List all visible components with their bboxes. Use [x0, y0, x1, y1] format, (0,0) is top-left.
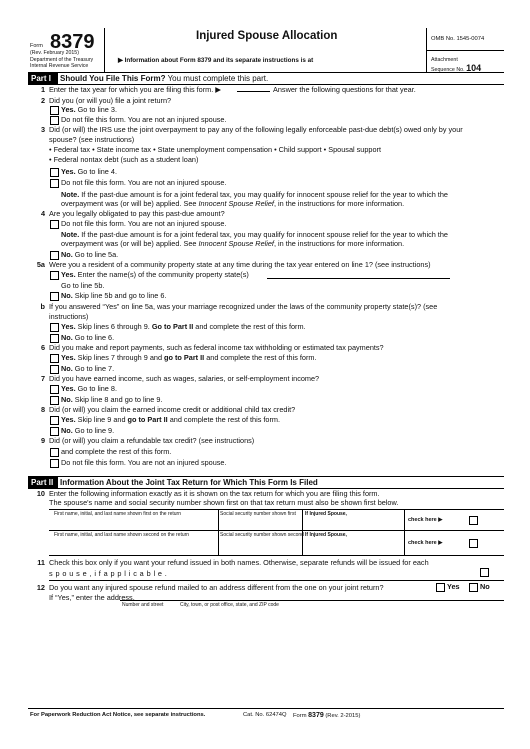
form-word: Form [30, 43, 43, 49]
footer-cat-no: Cat. No. 62474Q [243, 712, 287, 718]
line-6-yes: Yes. Skip lines 7 through 9 and go to Part II and complete the rest of this form. [61, 353, 317, 362]
line-10-text-a: Enter the following information exactly as it is shown on the tax return for which you are filing this form. [49, 489, 380, 498]
footer-notice: For Paperwork Reduction Act Notice, see separate instructions. [30, 712, 206, 718]
line-9-yes-checkbox[interactable] [50, 448, 59, 457]
line-4-text: Are you legally obligated to pay this past-due amount? [49, 209, 225, 218]
line-7-no: No. Skip line 8 and go to line 9. [61, 395, 163, 404]
line-11-number: 11 [37, 558, 45, 567]
address-city-label: City, town, or post office, state, and ZIP code [180, 602, 279, 608]
line-8-no-checkbox[interactable] [50, 427, 59, 436]
line-5a-number: 5a [36, 260, 45, 269]
line-8-no: No. Go to line 9. [61, 426, 115, 435]
irs: Internal Revenue Service [30, 63, 89, 69]
grid-divider-1 [218, 509, 219, 555]
line-12-yes-checkbox[interactable] [436, 583, 445, 592]
line-7-yes-checkbox[interactable] [50, 385, 59, 394]
line-3-text-a: Did (or will) the IRS use the joint overpayment to pay any of the following legally enforceable past-due debt(s) owed only by your [49, 125, 463, 134]
line-4-number: 4 [40, 209, 45, 218]
line-11-text-a: Check this box only if you want your refund issued in both names. Otherwise, separate refunds will be issued for each [49, 558, 429, 567]
grid-divider-3 [404, 509, 405, 555]
line-11-checkbox[interactable] [480, 568, 489, 577]
line-5b-no: No. Go to line 6. [61, 333, 115, 342]
line-5b-yes: Yes. Skip lines 6 through 9. Go to Part II and complete the rest of this form. [61, 322, 306, 331]
part-2-tag: Part II [28, 477, 58, 488]
row-1-injured-checkbox[interactable] [469, 516, 478, 525]
line-3-yes-checkbox[interactable] [50, 168, 59, 177]
line-4-note-a: Note. If the past-due amount is for a joint federal tax, you may qualify for innocent spouse relief for the year to which the [61, 230, 448, 239]
line-5a-goto: Go to line 5b. [61, 281, 105, 290]
line-9-text: Did (or will) you claim a refundable tax credit? (see instructions) [49, 436, 255, 445]
form-revision: (Rev. February 2015) [30, 50, 79, 56]
line-2-yes: Yes. Go to line 3. [61, 105, 117, 114]
line-12-number: 12 [36, 583, 45, 592]
line-8-yes: Yes. Skip line 9 and go to Part II and complete the rest of this form. [61, 415, 281, 424]
line-4-yes-checkbox[interactable] [50, 220, 59, 229]
line-2-no: Do not file this form. You are not an injured spouse. [61, 115, 227, 124]
line-5b-yes-checkbox[interactable] [50, 323, 59, 332]
part-1-title: Should You File This Form? You must complete this part. [60, 74, 269, 83]
row-2-injured-checkbox[interactable] [469, 539, 478, 548]
line-2-text: Did you (or will you) file a joint return? [49, 96, 172, 105]
row-1-injured-label: If Injured Spouse, [305, 511, 347, 517]
line-3-yes: Yes. Go to line 4. [61, 167, 117, 176]
line-6-no-checkbox[interactable] [50, 365, 59, 374]
line-7-number: 7 [40, 374, 45, 383]
row-1-ssn-input[interactable] [220, 516, 300, 528]
line-8-number: 8 [40, 405, 45, 414]
line-6-yes-checkbox[interactable] [50, 354, 59, 363]
line-5a-no: No. Skip line 5b and go to line 6. [61, 291, 167, 300]
row-1-ssn-label: Social security number shown first [220, 511, 296, 517]
line-11-text-b: s p o u s e , i f a p p l i c a b l e . [49, 569, 168, 578]
line-3-number: 3 [40, 125, 45, 134]
header-divider-left [104, 28, 105, 72]
line-2-number: 2 [40, 96, 45, 105]
row-2-injured-label: If Injured Spouse, [305, 532, 347, 538]
line-7-yes: Yes. Go to line 8. [61, 384, 117, 393]
line-12-yes-label: Yes [447, 582, 460, 591]
line-2-yes-checkbox[interactable] [50, 106, 59, 115]
line-4-note-b: overpayment was (or will be) applied. See Innocent Spouse Relief, in the instructions for more information. [61, 239, 405, 248]
line-6-number: 6 [40, 343, 45, 352]
line-5b-text-b: instructions) [49, 312, 89, 321]
address-street-label: Number and street [122, 602, 164, 608]
line-5a-text: Were you a resident of a community property state at any time during the tax year entered on line 1? (see instructions) [49, 260, 431, 269]
line-3-no-checkbox[interactable] [50, 179, 59, 188]
row-2-ssn-label: Social security number shown second [220, 532, 304, 538]
attachment-label: Attachment Sequence No. 104 [431, 57, 482, 73]
community-property-states-input[interactable] [267, 278, 450, 279]
line-5b-number: b [40, 302, 45, 311]
line-3-text-c: • Federal tax • State income tax • State unemployment compensation • Child support • Spousal support [49, 145, 381, 154]
footer-rule [28, 708, 504, 709]
line-5a-no-checkbox[interactable] [50, 292, 59, 301]
footer-form-ref: Form 8379 (Rev. 2-2015) [293, 712, 361, 719]
line-10-number: 10 [36, 489, 45, 498]
sequence-number: 104 [466, 62, 482, 73]
line-12-no-label: No [480, 582, 490, 591]
line-9-no: Do not file this form. You are not an injured spouse. [61, 458, 227, 467]
address-input[interactable] [120, 592, 504, 601]
line-6-no: No. Go to line 7. [61, 364, 115, 373]
omb-number: OMB No. 1545-0074 [431, 36, 485, 42]
row-1-name-input[interactable] [54, 516, 216, 528]
row-2-name-label: First name, initial, and last name shown second on the return [54, 532, 190, 538]
line-11-rule [49, 580, 504, 581]
line-9-yes: and complete the rest of this form. [61, 447, 172, 456]
line-8-text: Did (or will) you claim the earned income credit or additional child tax credit? [49, 405, 296, 414]
line-12-text-a: Do you want any injured spouse refund mailed to an address different from the one on your joint return? [49, 583, 384, 592]
line-3-note-b: overpayment was (or will be) applied. See Innocent Spouse Relief, in the instructions for more information. [61, 199, 405, 208]
row-2-name-input[interactable] [54, 538, 216, 550]
info-line: ▶ Information about Form 8379 and its separate instructions is at [118, 57, 314, 64]
grid-mid-rule [49, 530, 504, 531]
line-3-no: Do not file this form. You are not an injured spouse. [61, 178, 227, 187]
line-3-note-a: Note. If the past-due amount is for a joint federal tax, you may qualify for innocent spouse relief for the year to which the [61, 190, 448, 199]
row-1-name-label: First name, initial, and last name shown first on the return [54, 511, 182, 517]
line-12-text-b: If “Yes,” enter the address. [49, 593, 135, 602]
line-4-yes: Do not file this form. You are not an injured spouse. [61, 219, 227, 228]
line-1-text: Enter the tax year for which you are filing this form. ▶ [49, 85, 221, 94]
line-9-number: 9 [40, 436, 45, 445]
line-5a-yes-checkbox[interactable] [50, 271, 59, 280]
form-number: 8379 [50, 31, 95, 53]
line-8-yes-checkbox[interactable] [50, 416, 59, 425]
line-10-text-b: The spouse's name and social security number shown first on that tax return must also be shown first below. [49, 498, 399, 507]
row-2-ssn-input[interactable] [220, 538, 300, 550]
row-1-check-here: check here ▶ [408, 517, 443, 523]
line-5b-no-checkbox[interactable] [50, 334, 59, 343]
line-7-text: Did you have earned income, such as wages, salaries, or self-employment income? [49, 374, 320, 383]
line-9-no-checkbox[interactable] [50, 459, 59, 468]
part-1-tag: Part I [28, 73, 58, 84]
department: Department of the Treasury [30, 57, 94, 63]
line-2-no-checkbox[interactable] [50, 116, 59, 125]
line-7-no-checkbox[interactable] [50, 396, 59, 405]
form-title: Injured Spouse Allocation [196, 30, 338, 42]
grid-top-rule [49, 509, 504, 510]
line-6-text: Did you make and report payments, such as federal income tax withholding or estimated tax payments? [49, 343, 384, 352]
grid-bottom-rule [49, 555, 504, 556]
tax-year-input[interactable] [237, 91, 270, 92]
line-12-no-checkbox[interactable] [469, 583, 478, 592]
line-5b-text-a: If you answered “Yes” on line 5a, was your marriage recognized under the laws of the community property state(s)? (see [49, 302, 438, 311]
line-1-after: Answer the following questions for that year. [273, 85, 416, 94]
omb-rule [426, 50, 504, 51]
line-4-no: No. Go to line 5a. [61, 250, 119, 259]
row-2-check-here: check here ▶ [408, 540, 443, 546]
line-3-text-d: • Federal nontax debt (such as a student loan) [49, 155, 199, 164]
part-2-title: Information About the Joint Tax Return for Which This Form Is Filed [60, 478, 318, 487]
line-1-number: 1 [40, 85, 45, 94]
line-4-no-checkbox[interactable] [50, 251, 59, 260]
line-5a-yes: Yes. Enter the name(s) of the community property state(s) [61, 270, 249, 279]
line-3-text-b: spouse? (see instructions) [49, 135, 135, 144]
